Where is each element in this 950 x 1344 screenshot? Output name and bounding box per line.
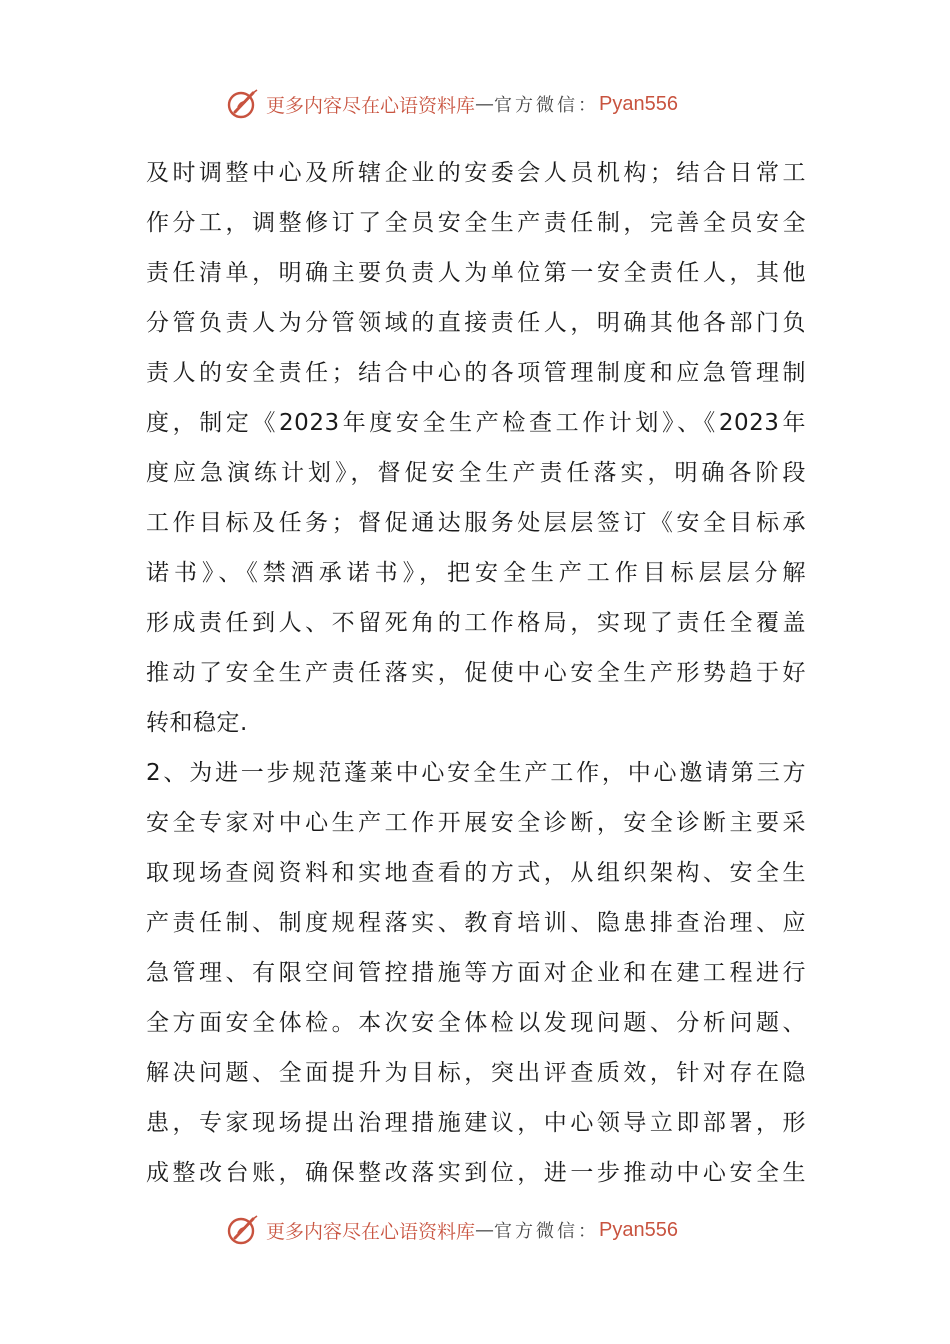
text-line: 诺书》、《禁酒承诺书》，把安全生产工作目标层层分解 (146, 560, 806, 586)
text-line: 成整改台账，确保整改落实到位，进一步推动中心安全生 (146, 1160, 806, 1186)
document-body (146, 148, 806, 1198)
text-line: 工作目标及任务；督促通达服务处层层签订《安全目标承 (146, 510, 806, 536)
banner-separator: — (475, 93, 495, 115)
text-line: 转和稳定. (146, 710, 248, 736)
banner-wechat-label: 官方微信： (494, 1221, 600, 1242)
text-line: 取现场查阅资料和实地查看的方式，从组织架构、安全生 (146, 860, 806, 886)
banner-wechat-id: Pyan556 (599, 92, 678, 115)
text-line: 解决问题、全面提升为目标，突出评查质效，针对存在隐 (146, 1060, 806, 1086)
text-line: 责任清单，明确主要负责人为单位第一安全责任人，其他 (146, 260, 806, 286)
pen-logo-icon (226, 87, 260, 121)
banner-brand: 更多内容尽在心语资料库 (266, 1220, 476, 1243)
banner-wechat-label: 官方微信： (494, 95, 600, 116)
text-line: 形成责任到人、不留死角的工作格局，实现了责任全覆盖 (146, 610, 806, 636)
text-line: 度应急演练计划》，督促安全生产责任落实，明确各阶段 (146, 460, 806, 486)
banner-separator: — (475, 1219, 495, 1241)
text-line: 急管理、有限空间管控措施等方面对企业和在建工程进行 (146, 960, 806, 986)
footer-banner (226, 1210, 746, 1250)
text-line: 患，专家现场提出治理措施建议，中心领导立即部署，形 (146, 1110, 806, 1136)
text-line: 度，制定《2023年度安全生产检查工作计划》、《2023年 (146, 410, 806, 436)
text-line: 安全专家对中心生产工作开展安全诊断，安全诊断主要采 (146, 810, 806, 836)
text-line: 推动了安全生产责任落实，促使中心安全生产形势趋于好 (146, 660, 806, 686)
text-line: 作分工，调整修订了全员安全生产责任制，完善全员安全 (146, 210, 806, 236)
pen-logo-icon (226, 1213, 260, 1247)
text-line: 2、为进一步规范蓬莱中心安全生产工作，中心邀请第三方 (146, 760, 806, 786)
text-line: 责人的安全责任；结合中心的各项管理制度和应急管理制 (146, 360, 806, 386)
header-banner (226, 84, 746, 124)
text-line: 产责任制、制度规程落实、教育培训、隐患排查治理、应 (146, 910, 806, 936)
banner-wechat-id: Pyan556 (599, 1218, 678, 1241)
text-line: 全方面安全体检。本次安全体检以发现问题、分析问题、 (146, 1010, 806, 1036)
text-line: 分管负责人为分管领域的直接责任人，明确其他各部门负 (146, 310, 806, 336)
text-line: 及时调整中心及所辖企业的安委会人员机构；结合日常工 (146, 160, 806, 186)
banner-brand: 更多内容尽在心语资料库 (266, 94, 476, 117)
